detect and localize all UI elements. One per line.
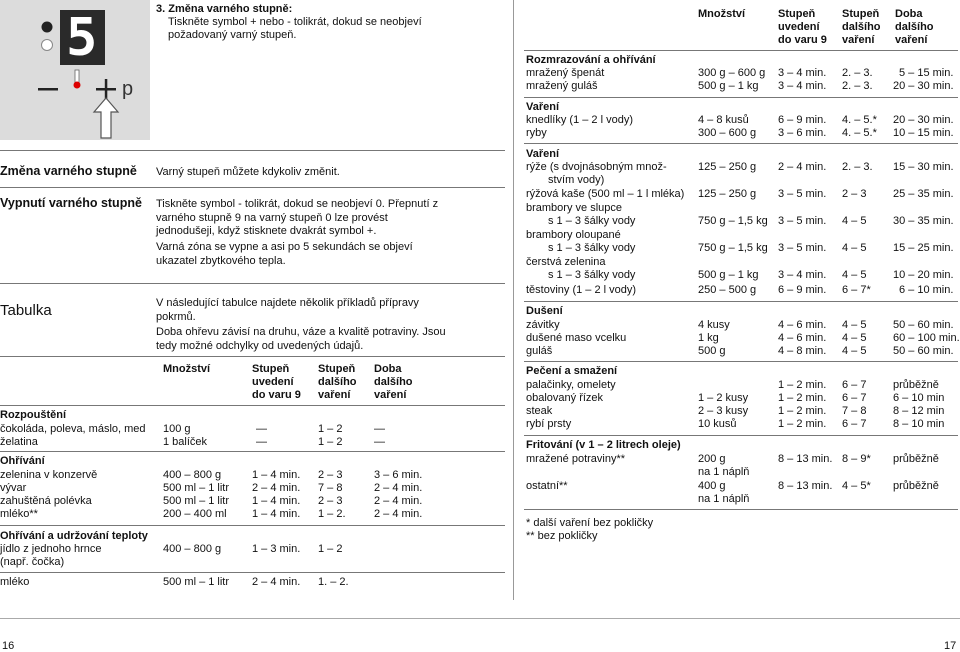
group-peceni: Pečení a smažení (526, 365, 618, 377)
divider (0, 451, 505, 452)
page-number-left: 16 (2, 640, 15, 652)
vypnuti-paragraph-2: Varná zóna se vypne a asi po 5 sekundách se objeví ukazatel zbytkového tepla. (156, 241, 413, 267)
table-row: guláš 500 g 4 – 8 min. 4 – 5 50 – 60 min. (526, 345, 954, 357)
divider (0, 187, 505, 188)
section-title-zmena: Změna varného stupně (0, 164, 137, 178)
step-3-text-1: Tiskněte symbol + nebo - tolikrát, dokud se neobjeví (168, 16, 422, 28)
table-row: vývar 500 ml – 1 litr 2 – 4 min. 7 – 8 2 – 4 min. (0, 482, 423, 494)
table-row: steak 2 – 3 kusy 1 – 2 min. 7 – 8 8 – 12 min (526, 405, 945, 417)
step-3-text-2: požadovaný varný stupeň. (168, 29, 297, 41)
group-vareni-2: Vaření (526, 148, 560, 160)
table-row: čokoláda, poleva, máslo, med 100 g — 1 – 2 — (0, 423, 385, 435)
col-header-doba: Doba dalšího vaření (895, 8, 934, 46)
group-duseni: Dušení (526, 305, 563, 317)
table-row: obalovaný řízek 1 – 2 kusy 1 – 2 min. 6 – 7 6 – 10 min (526, 392, 945, 404)
table-row: 125 – 250 g 2 – 4 min. 2. – 3. 15 – 30 min. (698, 161, 954, 173)
display-digit: 5 (66, 8, 98, 68)
group-fritovani: Fritování (v 1 – 2 litrech oleje) (526, 439, 681, 451)
row-label: brambory ve slupce (526, 202, 622, 214)
divider (0, 150, 505, 151)
row-label: stvím vody) (548, 174, 605, 186)
divider (0, 572, 505, 573)
p-label: p (122, 78, 134, 100)
divider (0, 525, 505, 526)
col-header-stupen-dalsiho: Stupeň dalšího vaření (318, 363, 357, 401)
table-row: mléko** 200 – 400 ml 1 – 4 min. 1 – 2. 2 – 4 min. (0, 508, 423, 520)
row-label: jídlo z jednoho hrnce (0, 543, 102, 555)
row-note: na 1 náplň (698, 466, 750, 478)
table-row: s 1 – 3 šálky vody 750 g – 1,5 kg 3 – 5 min. 4 – 5 15 – 25 min. (548, 242, 954, 254)
vypnuti-paragraph-1: Tiskněte symbol - tolikrát, dokud se neobjeví 0. Přepnutí z varného stupně 9 na varný stupeň 0 lze provést jednodušeji, když stisknete dvakrát symbol +. (156, 198, 439, 237)
divider (524, 143, 958, 144)
table-row: želatina 1 balíček — 1 – 2 — (0, 436, 385, 448)
table-row: závitky 4 kusy 4 – 6 min. 4 – 5 50 – 60 min. (526, 319, 954, 331)
table-row: mražený špenát 300 g – 600 g 3 – 4 min. 2. – 3. 5 – 15 min. (526, 67, 954, 79)
table-row: zelenina v konzervě 400 – 800 g 1 – 4 min. 2 – 3 3 – 6 min. (0, 469, 423, 481)
divider (0, 356, 505, 357)
zmena-text: Varný stupeň můžete kdykoliv změnit. (156, 166, 340, 178)
table-row: mražený guláš 500 g – 1 kg 3 – 4 min. 2. – 3. 20 – 30 min. (526, 80, 954, 92)
group-rozpousteni: Rozpouštění (0, 409, 66, 421)
row-label: (např. čočka) (0, 556, 65, 568)
col-header-doba: Doba dalšího vaření (374, 363, 413, 401)
tabulka-paragraph-1: V následující tabulce najdete několik příkladů přípravy pokrmů. (156, 297, 419, 323)
section-title-tabulka: Tabulka (0, 302, 52, 319)
divider (0, 405, 505, 406)
divider (524, 435, 958, 436)
table-row: palačinky, omelety 1 – 2 min. 6 – 7 průběžně (526, 379, 939, 391)
section-title-vypnuti: Vypnutí varného stupně (0, 196, 142, 210)
col-header-stupen-uvedeni: Stupeň uvedení do varu 9 (252, 363, 301, 401)
table-row: rýžová kaše (500 ml – 1 l mléka) 125 – 250 g 3 – 5 min. 2 – 3 25 – 35 min. (526, 188, 954, 200)
table-row: s 1 – 3 šálky vody 750 g – 1,5 kg 3 – 5 min. 4 – 5 30 – 35 min. (548, 215, 954, 227)
row-label: rýže (s dvojnásobným množ- (526, 161, 667, 173)
table-row: ostatní** 400 g 8 – 13 min. 4 – 5* průběžně (526, 480, 939, 492)
col-header-stupen-uvedeni: Stupeň uvedení do varu 9 (778, 8, 827, 46)
table-row: mražené potraviny** 200 g 8 – 13 min. 8 – 9* průběžně (526, 453, 939, 465)
table-row: s 1 – 3 šálky vody 500 g – 1 kg 3 – 4 min. 4 – 5 10 – 20 min. (548, 269, 954, 281)
divider (524, 301, 958, 302)
divider (0, 283, 505, 284)
divider (524, 361, 958, 362)
control-panel-illustration (0, 0, 150, 140)
divider (524, 97, 958, 98)
footer-rule (0, 618, 960, 619)
row-note: na 1 náplň (698, 493, 750, 505)
table-row: zahuštěná polévka 500 ml – 1 litr 1 – 4 min. 2 – 3 2 – 4 min. (0, 495, 423, 507)
indicator-dot-icon (42, 40, 53, 51)
indicator-dot-icon (42, 22, 53, 33)
footnote-2: ** bez pokličky (526, 530, 598, 542)
footnote-1: * další vaření bez pokličky (526, 517, 654, 529)
col-header-stupen-dalsiho: Stupeň dalšího vaření (842, 8, 881, 46)
table-row: 400 – 800 g 1 – 3 min. 1 – 2 (163, 543, 343, 555)
step-3-heading: 3. Změna varného stupně: (156, 3, 293, 15)
tabulka-paragraph-2: Doba ohřevu závisí na druhu, váze a kvalitě potraviny. Jsou tedy možné odchylky od uvedených údajů. (156, 326, 446, 352)
col-header-mnozstvi: Množství (698, 8, 746, 20)
plus-icon (105, 79, 108, 99)
row-label: brambory oloupané (526, 229, 621, 241)
table-row: těstoviny (1 – 2 l vody) 250 – 500 g 6 – 9 min. 6 – 7* 6 – 10 min. (526, 284, 954, 296)
group-vareni: Vaření (526, 101, 560, 113)
page-number-right: 17 (944, 640, 957, 652)
table-row: ryby 300 – 600 g 3 – 6 min. 4. – 5.* 10 – 15 min. (526, 127, 954, 139)
divider (524, 509, 958, 510)
group-udrzovani: Ohřívání a udržování teploty (0, 530, 148, 542)
col-header-mnozstvi: Množství (163, 363, 211, 375)
table-row: knedlíky (1 – 2 l vody) 4 – 8 kusů 6 – 9 min. 4. – 5.* 20 – 30 min. (526, 114, 954, 126)
group-ohrivani: Ohřívání (0, 455, 45, 467)
table-row: dušené maso vcelku 1 kg 4 – 6 min. 4 – 5 60 – 100 min. (526, 332, 960, 344)
minus-icon (38, 88, 58, 91)
page-gutter (513, 0, 514, 600)
row-label: čerstvá zelenina (526, 256, 606, 268)
divider (524, 50, 958, 51)
table-row: rybí prsty 10 kusů 1 – 2 min. 6 – 7 8 – 10 min (526, 418, 945, 430)
group-rozmrazovani: Rozmrazování a ohřívání (526, 54, 656, 66)
table-row: mléko 500 ml – 1 litr 2 – 4 min. 1. – 2. (0, 576, 349, 588)
